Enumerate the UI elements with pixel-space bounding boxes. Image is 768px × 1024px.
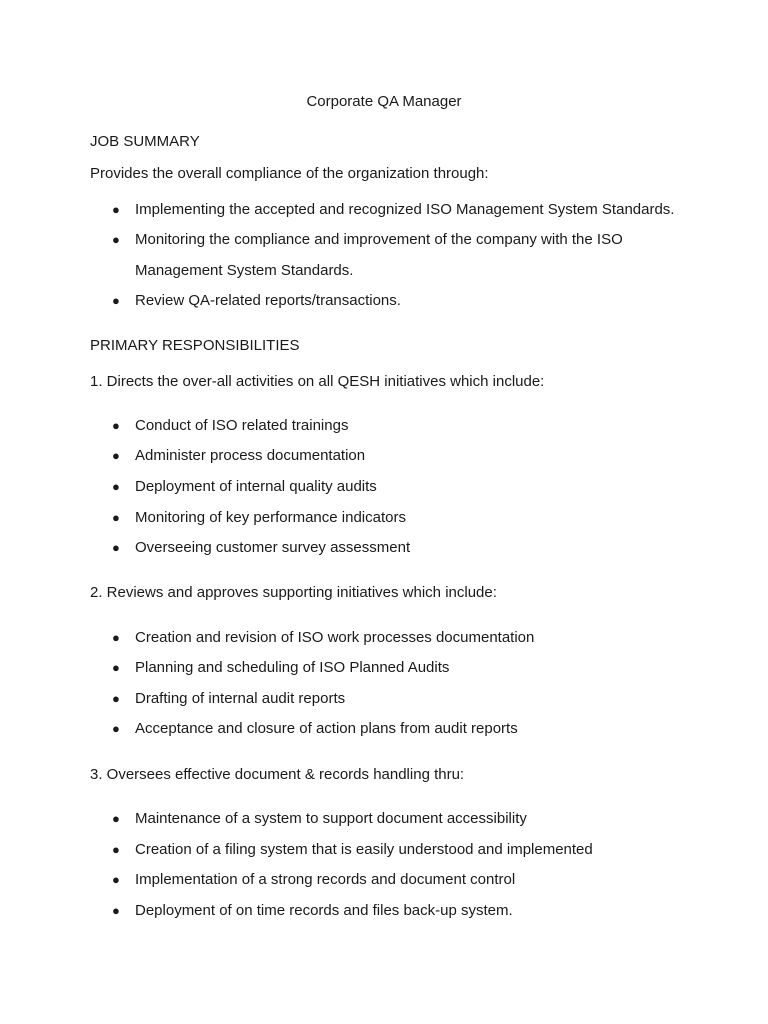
- list-item-text: Planning and scheduling of ISO Planned Audits: [135, 659, 450, 676]
- bullet-icon: ●: [112, 232, 120, 247]
- job-summary-heading: JOB SUMMARY: [90, 133, 200, 150]
- bullet-icon: ●: [112, 811, 120, 826]
- responsibility-item-3: 3. Oversees effective document & records handling thru:: [90, 766, 465, 783]
- list-item-text: Monitoring the compliance and improvement of the company with the ISO: [135, 231, 623, 248]
- responsibility-item-2: 2. Reviews and approves supporting initiatives which include:: [90, 584, 497, 601]
- bullet-icon: ●: [112, 630, 120, 645]
- list-item-text: Management System Standards.: [135, 262, 354, 279]
- list-item-text: Creation of a filing system that is easily understood and implemented: [135, 841, 593, 858]
- bullet-icon: ●: [112, 202, 120, 217]
- list-item-text: Monitoring of key performance indicators: [135, 509, 406, 526]
- page-title: Corporate QA Manager: [306, 93, 462, 110]
- list-item-text: Deployment of on time records and files back-up system.: [135, 902, 513, 919]
- primary-responsibilities-heading: PRIMARY RESPONSIBILITIES: [90, 337, 300, 354]
- list-item-text: Implementation of a strong records and document control: [135, 871, 516, 888]
- bullet-icon: ●: [112, 448, 120, 463]
- bullet-icon: ●: [112, 691, 120, 706]
- list-item-text: Review QA-related reports/transactions.: [135, 292, 401, 309]
- list-item-text: Drafting of internal audit reports: [135, 690, 346, 707]
- list-item-text: Creation and revision of ISO work processes documentation: [135, 629, 535, 646]
- list-item-text: Administer process documentation: [135, 447, 366, 464]
- bullet-icon: ●: [112, 721, 120, 736]
- bullet-icon: ●: [112, 479, 120, 494]
- bullet-icon: ●: [112, 660, 120, 675]
- list-item-text: Maintenance of a system to support document accessibility: [135, 810, 527, 827]
- bullet-icon: ●: [112, 418, 120, 433]
- bullet-icon: ●: [112, 842, 120, 857]
- responsibility-item-1: 1. Directs the over-all activities on all QESH initiatives which include:: [90, 373, 545, 390]
- job-summary-intro: Provides the overall compliance of the organization through:: [90, 165, 489, 182]
- bullet-icon: ●: [112, 540, 120, 555]
- bullet-icon: ●: [112, 293, 120, 308]
- list-item-text: Implementing the accepted and recognized ISO Management System Standards.: [135, 201, 675, 218]
- list-item-text: Deployment of internal quality audits: [135, 478, 377, 495]
- bullet-icon: ●: [112, 903, 120, 918]
- bullet-icon: ●: [112, 872, 120, 887]
- bullet-icon: ●: [112, 510, 120, 525]
- list-item-text: Conduct of ISO related trainings: [135, 417, 349, 434]
- list-item-text: Acceptance and closure of action plans from audit reports: [135, 720, 518, 737]
- list-item-text: Overseeing customer survey assessment: [135, 539, 411, 556]
